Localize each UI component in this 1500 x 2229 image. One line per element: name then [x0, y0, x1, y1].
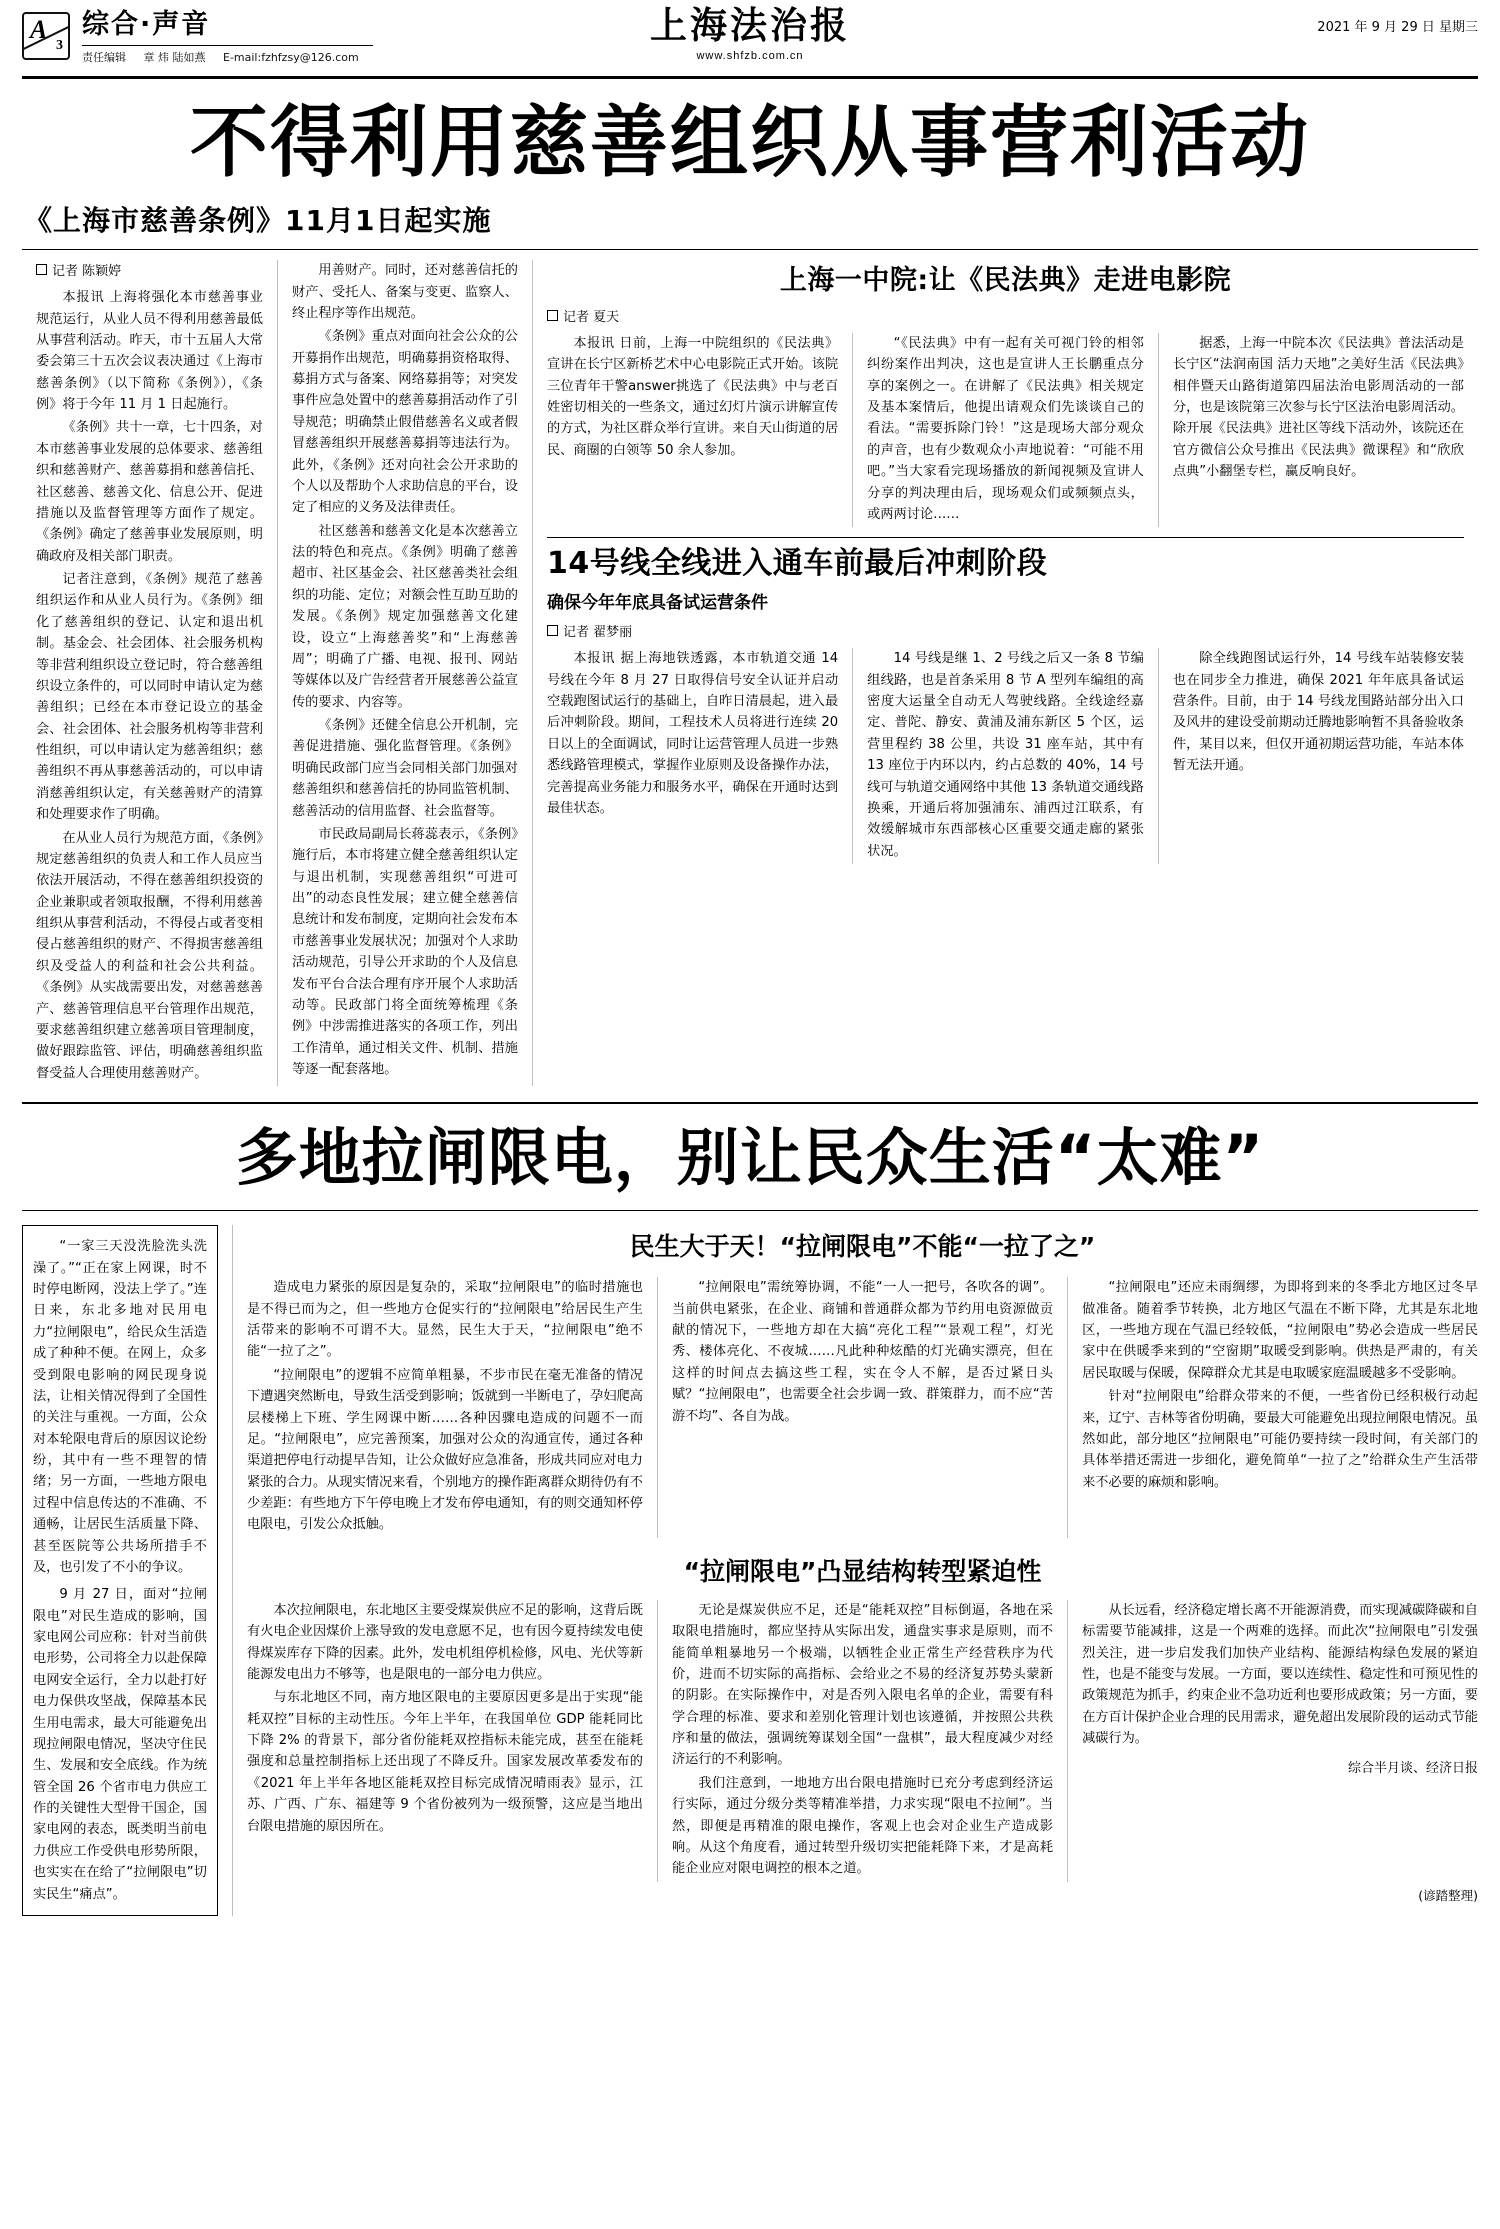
byline-text: 记者 陈颖婷: [52, 264, 122, 280]
paragraph: “拉闸限电”还应未雨绸缪，为即将到来的冬季北方地区过冬早做准备。随着季节转换，北方地区气温在不断下降，尤其是东北地区，一些地方现在气温已经较低，“拉闸限电”势必会造成一些居民家中在供暖季来到的“空窗期”取暖受到影响。供热是严肃的，有关居民取暖与保暖，保障群众尤其是电取暖家庭温暖越多不受影响。: [1082, 1280, 1478, 1381]
story-line14-title: 14号线全线进入通车前最后冲刺阶段: [547, 546, 1048, 582]
editor-line: [82, 45, 373, 65]
section-title: 综合·声音: [82, 9, 211, 40]
paragraph: 无论是煤炭供应不足，还是“能耗双控”目标倒逼，各地在采取限电措施时，都应坚持从实际出发，通盘实事求是原则，而不能简单粗暴地另一个极端，以牺牲企业正常生产经营秩序为代价，进而不切实际的高指标、会给业之不易的经济复苏势头蒙新的阴影。在实际操作中，对是否列入限电名单的企业，需要有科学合理的标准、要求和差别化管理计划也该遵循，并按照公共秩序和量的做法，强调统筹谋划全国“一盘棋”，最大程度减少对经济运行的不利影响。: [671, 1602, 1054, 1768]
byline-marker-icon: [36, 264, 47, 275]
feature1-column-3: [532, 260, 1478, 1086]
story-line14-body: [547, 648, 1464, 864]
feature1-subhead: 《上海市慈善条例》11月1日起实施: [24, 204, 492, 238]
paragraph: “拉闸限电”需统筹协调，不能“一人一把号，各吹各的调”。当前供电紧张，在企业、商铺和普通群众都为节约用电资源做贡献的情况下，一些地方却在大搞“亮化工程”“景观工程”，灯光秀、楼体亮化、不夜城……凡此种种炫酷的灯光确实漂亮，但在这样的时间点去搞这些工程，实在令人不解，是否过紧日头赋？“拉闸限电”，也需要全社会步调一致、群策群力，而不应“苦游不均”、各自为战。: [671, 1280, 1054, 1424]
paper-name: 上海法治报: [650, 6, 850, 47]
badge-number: 3: [56, 38, 63, 53]
paragraph: 本报讯 上海将强化本市慈善事业规范运行，从业人员不得利用慈善最低从事营利活动。昨天，市十五届人大常委会第三十五次会议表决通过《上海市慈善条例》（以下简称《条例》），《条例》将于今年 11 月 1 日起施行。: [36, 290, 263, 413]
source-credit: 综合半月谈、经济日报: [1347, 1761, 1478, 1777]
paragraph: 《条例》共十一章，七十四条，对本市慈善事业发展的总体要求、慈善组织和慈善财产、慈善募捐和慈善信托、社区慈善、慈善文化、信息公开、促进措施以及监督管理等方面作了规定。《条例》确定了慈善事业发展原则，明确政府及相关部门职责。: [36, 420, 263, 564]
editor-email: E-mail:fzhfzsy@126.com: [223, 50, 359, 64]
paragraph: 从长远看，经济稳定增长离不开能源消费，而实现减碳降碳和自标需要节能减排，这是一个两难的选择。而此次“拉闸限电”引发强烈关注，进一步启发我们加快产业结构、能源结构绿色发展的紧迫性，也是不能变与发展。一方面，要以连续性、稳定性和可预见性的政策规范为抓手，约束企业不急功近利也要形成政策；另一方面，要在方百计保护企业合理的民用需求，避免超出发展阶段的运动式节能减碳行为。: [1082, 1602, 1478, 1747]
paragraph: 社区慈善和慈善文化是本次慈善立法的特色和亮点。《条例》明确了慈善超市、社区基金会、社区慈善类社会组织的功能、定位；对额会性互助互助的发展。《条例》规定加强慈善文化建设，设立“上海慈善奖”和“上海慈善周”；明确了广播、电视、报刊、网站等媒体以及广告经营者开展慈善公益宣传的要求、内容等。: [292, 523, 518, 710]
section-divider: [22, 1102, 1478, 1104]
page-badge: [22, 12, 70, 60]
sub-column: [657, 1277, 1067, 1538]
paragraph: “一家三天没洗脸洗头洗澡了。”“正在家上网课，时不时停电断网，没法上学了。”连日来，东北多地对民用电力“拉闸限电”，给民众生活造成了种种不便。在网上，众多受到限电影响的网民现身说法，让相关情况得到了全国性的关注与重视。一方面，公众对本轮限电背后的原因议论纷纷，其中有一些不理智的情绪；另一方面，一些地方限电过程中信息传达的不准确、不通畅，让居民生活质量下降、甚至医院等公共场所措手不及，也引发了不小的争议。: [33, 1239, 207, 1575]
sub-column: [247, 1600, 657, 1882]
byline-marker-icon: [547, 310, 558, 321]
sub-column: [1158, 333, 1464, 527]
editor-label: 责任编辑: [82, 50, 126, 64]
sub-column: [657, 1600, 1067, 1882]
rule: [547, 537, 1464, 538]
rule: [22, 1210, 1478, 1211]
feature2-body-top: [247, 1277, 1478, 1538]
byline-text: 记者 夏天: [563, 309, 620, 325]
paragraph: 本次拉闸限电，东北地区主要受煤炭供应不足的影响，这背后既有火电企业因煤价上涨导致的发电意愿不足，也有因今夏持续发电使得煤炭库存下降的因素。此外，发电机组停机检修，风电、光伏等新能源发电出力不够等，也是限电的一部分电力供应。: [247, 1602, 643, 1682]
feature1-columns: [22, 260, 1478, 1086]
paragraph: “拉闸限电”的逻辑不应简单粗暴，不步市民在毫无准备的情况下遭遇突然断电，导致生活受到影响；饭就到一半断电了，孕妇爬高层楼梯上下班、学生网课中断……各种因骤电造成的问题不一而足。“拉闸限电”，应完善预案，加强对公众的沟通宣传，通过各种渠道把停电行动提早告知，让公众做好应急准备，形成共同应对电力紧张的合力。从现实情况来看，个别地方的操作距离群众期待仍有不少差距：有些地方下午停电晚上才发布停电通知，有的则交通知杯停电限电，引发公众抵触。: [247, 1367, 643, 1533]
story-minfadian-body: [547, 333, 1464, 527]
rule: [22, 249, 1478, 250]
feature1-column-1: [22, 260, 277, 1086]
feature2-boxed-column: [22, 1225, 232, 1916]
byline-marker-icon: [547, 625, 558, 636]
paragraph: 本报讯 日前，上海一中院组织的《民法典》宣讲在长宁区新桥艺术中心电影院正式开始。该院三位青年干警answer挑选了《民法典》中与老百姓密切相关的一些条文，通过幻灯片演示讲解宣传的方式，为社区群众举行宣讲。来自天山街道的居民、商圈的白领等 50 余人参加。: [547, 335, 839, 458]
paragraph: 造成电力紧张的原因是复杂的，采取“拉闸限电”的临时措施也是不得已而为之，但一些地方仓促实行的“拉闸限电”给居民生产生活带来的影响不可谓不大。显然，民生大于天，“拉闸限电”绝不能“一拉了之”。: [247, 1280, 643, 1360]
paragraph: 记者注意到，《条例》规范了慈善组织运作和从业人员行为。《条例》细化了慈善组织的登记、认定和退出机制。基金会、社会团体、社会服务机构等非营利组织设立登记时，符合慈善组织设立条件的，可以同时申请认定为慈善组织；已经在本市登记设立的基金会、社会团体、社会服务机构等非营利性组织，可以申请认定为慈善组织；慈善组织不再从事慈善活动的，可以申请消慈善组织认定，有关慈善财产的清算和处理要求作了明确。: [36, 572, 263, 823]
paragraph: 本报讯 据上海地铁透露，本市轨道交通 14 号线在今年 8 月 27 日取得信号安全认证并启动空载跑图试运行的基础上，自昨日清晨起，进入最后冲刺阶段。期间，工程技术人员将进行连续 20 日以上的全面调试，同时让运营管理人员进一步熟悉线路管理模式，掌握作业原则及设备操作办法，完善提高业务能力和服务水平，确保在开通时达到最佳状态。: [547, 651, 839, 816]
feature1-byline: [36, 260, 263, 279]
paragraph: 市民政局副局长蒋蕊表示，《条例》施行后，本市将建立健全慈善组织认定与退出机制，实现慈善组织“可进可出”的动态良性发展；建立健全慈善信息统计和发布制度，定期向社会发布本市慈善事业发展状况；加强对个人求助活动规范，引导公开求助的个人及信息发布平台合法合理有序开展个人求助活动等。民政部门将全面统筹梳理《条例》中涉需推进落实的各项工作，列出工作清单，通过相关文件、机制、措施等逐一配套落地。: [292, 826, 518, 1078]
sub-column: [1067, 1277, 1478, 1538]
paragraph: 《条例》还健全信息公开机制，完善促进措施、强化监督管理。《条例》明确民政部门应当会同相关部门加强对慈善组织和慈善信托的协同监管机制、慈善活动的信用监督、社会监督等。: [292, 718, 518, 819]
story-line14-deck: 确保今年年底具备试运营条件: [547, 593, 768, 614]
paragraph: 与东北地区不同，南方地区限电的主要原因更多是出于实现“能耗双控”目标的主动性压。今年上半年，在我国单位 GDP 能耗同比下降 2% 的背景下，部分省份能耗双控指标未能完成，甚至在能耗强度和总量控制指标上还出现了不降反升。国家发展改革委发布的《2021 年上半年各地区能耗双控目标完成情况晴雨表》显示，江苏、广西、广东、福建等 9 个省份被列为一级预警，这应是当地出台限电措施的原因所在。: [247, 1690, 643, 1834]
feature2-headline: 多地拉闸限电，别让民众生活“太难”: [235, 1121, 1265, 1195]
sub-column: [1158, 648, 1464, 864]
sub-column: [547, 333, 852, 527]
paragraph: 14 号线是继 1、2 号线之后又一条 8 节编组线路，也是首条采用 8 节 A 型列车编组的高密度大运量全自动无人驾驶线路。全线途经嘉定、普陀、静安、黄浦及浦东新区 5 个区，运营里程约 38 公里，共设 31 座车站，其中有 13 座位于内环以内，约占总数的 40%，14 号线可与轨道交通网络中其他 13 条轨道交通线路换乘，开通后将加强浦东、浦西过江联系，有效缓解城市东西部核心区重要交通走廊的紧张状况。: [867, 651, 1144, 859]
paragraph: 用善财产。同时，还对慈善信托的财产、受托人、备案与变更、监察人、终止程序等作出规范。: [292, 263, 518, 321]
feature2-main-column: [232, 1225, 1478, 1916]
feature1-headline: 不得利用慈善组织从事营利活动: [189, 98, 1310, 188]
feature2-subhead-1: 民生大于天！“拉闸限电”不能“一拉了之”: [629, 1232, 1096, 1262]
sub-column: [1067, 1600, 1478, 1882]
paragraph: 我们注意到，一地地方出台限电措施时已充分考虑到经济运行实际，通过分级分类等精准举措，力求实现“限电不拉闸”。当然，即便是再精准的限电操作，客观上也会对企业生产造成影响。从这个角度看，通过转型升级切实把能耗降下来，才是高耗能企业应对限电调控的根本之道。: [671, 1775, 1054, 1877]
feature2-body-bottom: [247, 1600, 1478, 1882]
byline-text: 记者 翟梦丽: [563, 625, 633, 641]
story-minfadian: [547, 264, 1464, 527]
story-minfadian-byline: [547, 306, 1464, 325]
feature1-column-2: [277, 260, 532, 1086]
paragraph: 针对“拉闸限电”给群众带来的不便，一些省份已经积极行动起来，辽宁、吉林等省份明确，要最大可能避免出现拉闸限电情况。虽然如此，部分地区“拉闸限电”可能仍要持续一段时间，有关部门的具体举措还需进一步细化，避免简单“一拉了之”给群众生产生活带来不必要的麻烦和影响。: [1082, 1389, 1478, 1490]
badge-letter: A: [30, 15, 48, 44]
sub-column: [547, 648, 852, 864]
paragraph: 9 月 27 日，面对“拉闸限电”对民生造成的影响，国家电网公司应称：针对当前供电形势，公司将全力以赴保障电网安全运行，全力以赴打好电力保供攻坚战，保障基本民生用电需求，最大可能避免出现拉闸限电情况，坚决守住民生、发展和安全底线。作为统管全国 26 个省市电力供应工作的关键性大型骨干国企，国家电网的表态，既类明当前电力供应工作受供电形势所限，也实实在在给了“拉闸限电”切实民生“痛点”。: [33, 1587, 207, 1902]
paragraph: 除全线跑图试运行外，14 号线车站装修安装也在同步全力推进，确保 2021 年年底具备试运营条件。目前，由于 14 号线龙围路站部分出入口及风井的建设受前期动迁腾地影响暂不具备验收条件，某目以来，但仅开通初期运营功能，车站本体暂无法开通。: [1172, 651, 1464, 774]
story-line14-byline: [547, 621, 1464, 640]
paragraph: “《民法典》中有一起有关可视门铃的相邻纠纷案作出判决，这也是宣讲人王长鹏重点分享的案例之一。在讲解了《民法典》相关规定及基本案情后，他提出请观众们先谈谈自己的看法。“需要拆除门铃！”这是现场大部分观众的声音，也有少数观众小声地说着：“可能不用吧。”当大家看完现场播放的新闻视频及宣讲人分享的判决理由后，现场观众们或频频点头，或两两讨论……: [867, 335, 1144, 522]
editor-credit: (谚踏整理): [1418, 1887, 1478, 1903]
masthead: [22, 6, 1478, 79]
section-block: [82, 10, 373, 65]
feature2-columns: [22, 1225, 1478, 1916]
commentary-box: [22, 1225, 218, 1916]
publication-date: 2021 年 9 月 29 日 星期三: [1317, 20, 1478, 35]
sub-column: [852, 333, 1158, 527]
story-minfadian-title: 上海一中院:让《民法典》走进电影院: [779, 265, 1232, 297]
feature2-subhead-2: “拉闸限电”凸显结构转型紧迫性: [683, 1556, 1042, 1586]
paper-url: www.shfzb.com.cn: [696, 49, 804, 62]
paragraph: 据悉，上海一中院本次《民法典》普法活动是长宁区“法润南国 活力天地”之美好生活《民法典》相伴暨天山路街道第四届法治电影周活动的一部分，也是该院第三次参与长宁区法治电影周活动。除开展《民法典》进社区等线下活动外，该院还在官方微信公众号推出《民法典》微课程》和“欣欣点典”小翻堡专栏，赢反响良好。: [1172, 335, 1464, 480]
editor-names: 章 炜 陆如燕: [143, 50, 206, 64]
sub-column: [247, 1277, 657, 1538]
story-line14: [547, 546, 1464, 864]
sub-column: [852, 648, 1158, 864]
paragraph: 《条例》重点对面向社会公众的公开募捐作出规范，明确募捐资格取得、募捐方式与备案、网络募捐等；对突发事件应急处置中的慈善募捐活动作了引导规范；明确禁止假借慈善名义或者假冒慈善组织开展慈善募捐等违法行为。此外，《条例》还对向社会公开求助的个人以及帮助个人求助信息的平台，设定了相应的义务及法律责任。: [292, 329, 518, 516]
paper-logo: [650, 8, 850, 62]
paragraph: 在从业人员行为规范方面，《条例》规定慈善组织的负责人和工作人员应当依法开展活动，不得在慈善组织投资的企业兼职或者领取报酬，不得利用慈善组织从事营利活动，不得侵占或者变相侵占慈善组织的财产、不得损害慈善组织及受益人的利益和社会公共利益。《条例》从实战需要出发，对慈善慈善产、慈善管理信息平台管理作出规范，要求慈善组织建立慈善项目管理制度，做好跟踪监管、评估，明确慈善组织监督受益人合理使用慈善财产。: [36, 830, 263, 1081]
